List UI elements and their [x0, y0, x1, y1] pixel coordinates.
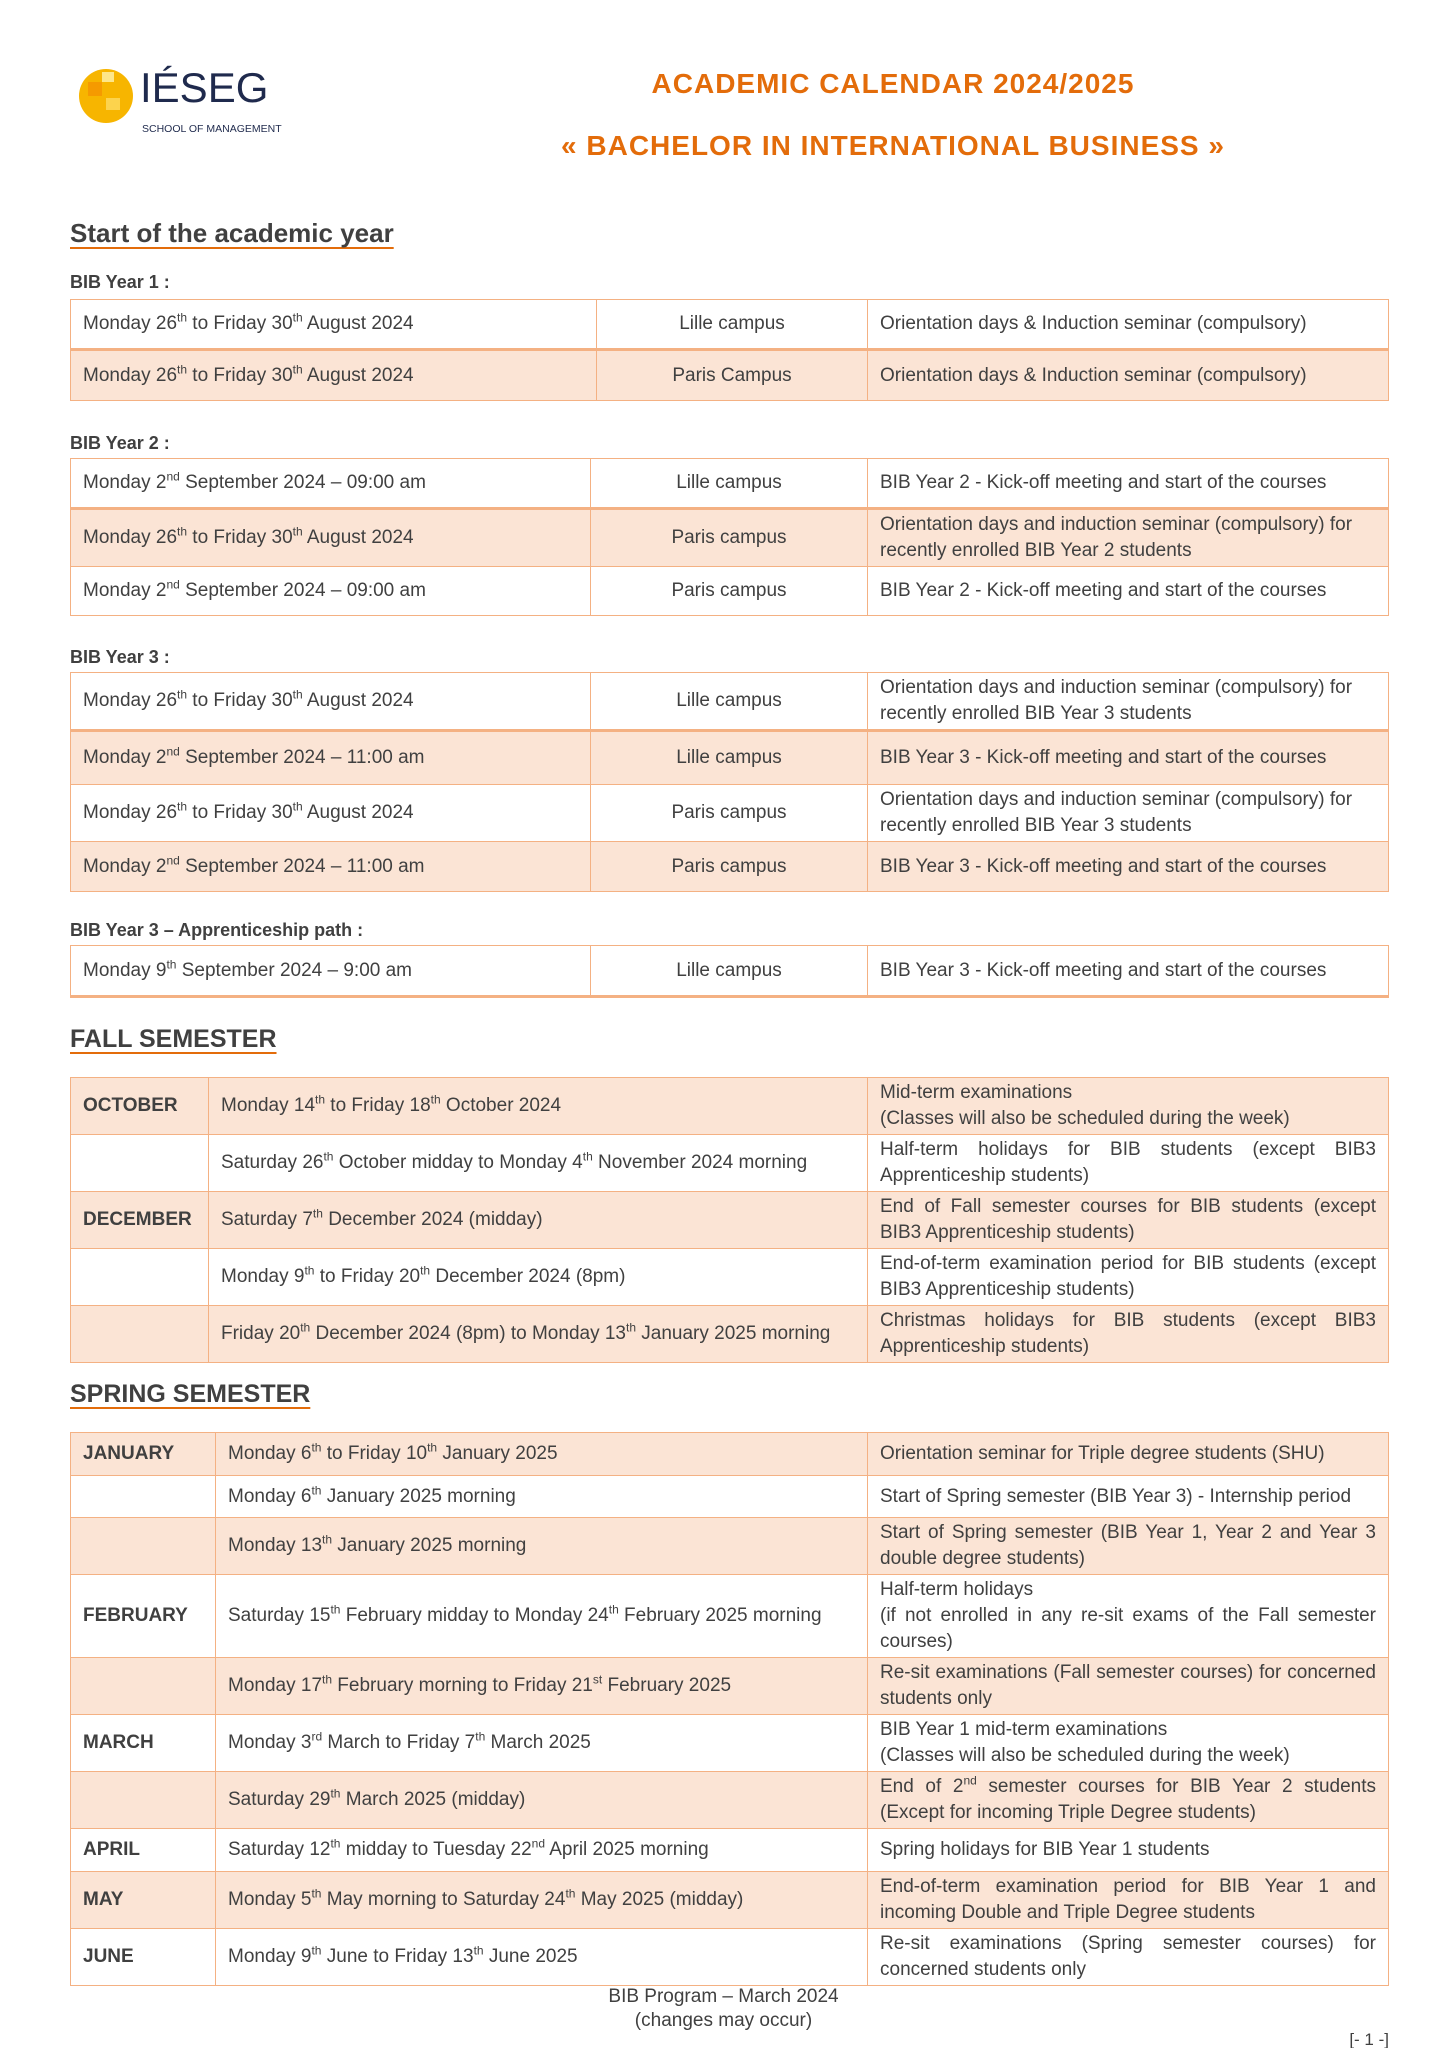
- spring-heading: SPRING SEMESTER: [70, 1380, 311, 1408]
- event-cell: Re-sit examinations (Fall semester courses) for concerned students only: [868, 1658, 1389, 1715]
- date-cell: Monday 6th to Friday 10th January 2025: [216, 1433, 868, 1476]
- program-title: « BACHELOR IN INTERNATIONAL BUSINESS »: [561, 130, 1225, 161]
- month-cell: MARCH: [71, 1715, 216, 1772]
- table-row: [71, 842, 1389, 892]
- svg-text:IÉSEG: IÉSEG: [140, 64, 269, 111]
- date-cell: Monday 3rd March to Friday 7th March 2025: [216, 1715, 868, 1772]
- table-row: [71, 1575, 1389, 1658]
- date-cell: Monday 9th September 2024 – 9:00 am: [71, 946, 591, 997]
- table-row: [71, 459, 1389, 509]
- month-cell: DECEMBER: [71, 1192, 209, 1249]
- date-cell: Monday 2nd September 2024 – 09:00 am: [71, 459, 591, 509]
- campus-cell: Paris campus: [591, 509, 868, 567]
- table-row: [71, 673, 1389, 731]
- date-cell: Saturday 29th March 2025 (midday): [216, 1772, 868, 1829]
- date-cell: Saturday 26th October midday to Monday 4th November 2024 morning: [209, 1135, 868, 1192]
- footer-program: BIB Program – March 2024: [608, 1986, 839, 2007]
- campus-cell: Paris campus: [591, 567, 868, 616]
- table-row: [71, 1518, 1389, 1575]
- event-cell: End of 2nd semester courses for BIB Year 2 students (Except for incoming Triple Degree students): [868, 1772, 1389, 1829]
- event-cell: Mid-term examinations (Classes will also be scheduled during the week): [868, 1078, 1389, 1135]
- campus-cell: Lille campus: [591, 673, 868, 731]
- campus-cell: Paris Campus: [597, 350, 868, 401]
- event-cell: BIB Year 3 - Kick-off meeting and start of the courses: [868, 946, 1389, 997]
- date-cell: Monday 26th to Friday 30th August 2024: [71, 673, 591, 731]
- fall-heading: FALL SEMESTER: [70, 1025, 277, 1053]
- event-cell: Orientation days and induction seminar (compulsory) for recently enrolled BIB Year 3 students: [868, 785, 1389, 842]
- group-label: BIB Year 3 :: [70, 647, 170, 667]
- event-cell: BIB Year 3 - Kick-off meeting and start of the courses: [868, 842, 1389, 892]
- event-cell: Re-sit examinations (Spring semester courses) for concerned students only: [868, 1929, 1389, 1986]
- date-cell: Monday 26th to Friday 30th August 2024: [71, 785, 591, 842]
- month-cell: [71, 1135, 209, 1192]
- group-label: BIB Year 1 :: [70, 272, 170, 292]
- event-cell: Orientation days & Induction seminar (compulsory): [868, 350, 1389, 401]
- date-cell: Monday 5th May morning to Saturday 24th May 2025 (midday): [216, 1872, 868, 1929]
- event-cell: Start of Spring semester (BIB Year 1, Year 2 and Year 3 double degree students): [868, 1518, 1389, 1575]
- date-cell: Saturday 12th midday to Tuesday 22nd April 2025 morning: [216, 1829, 868, 1872]
- month-cell: [71, 1249, 209, 1306]
- event-cell: Spring holidays for BIB Year 1 students: [868, 1829, 1389, 1872]
- table-row: [71, 1715, 1389, 1772]
- start-table: [70, 458, 1389, 616]
- month-cell: [71, 1772, 216, 1829]
- footer-note: (changes may occur): [634, 2010, 813, 2031]
- event-cell: BIB Year 2 - Kick-off meeting and start of the courses: [868, 567, 1389, 616]
- month-cell: [71, 1518, 216, 1575]
- event-cell: End-of-term examination period for BIB Year 1 and incoming Double and Triple Degree students: [868, 1872, 1389, 1929]
- campus-cell: Lille campus: [591, 946, 868, 997]
- table-row: [71, 1658, 1389, 1715]
- event-cell: Start of Spring semester (BIB Year 3) - Internship period: [868, 1476, 1389, 1518]
- svg-text:SCHOOL OF MANAGEMENT: SCHOOL OF MANAGEMENT: [142, 123, 282, 135]
- date-cell: Monday 2nd September 2024 – 09:00 am: [71, 567, 591, 616]
- date-cell: Monday 17th February morning to Friday 21st February 2025: [216, 1658, 868, 1715]
- table-row: [71, 731, 1389, 785]
- date-cell: Monday 2nd September 2024 – 11:00 am: [71, 731, 591, 785]
- table-row: [71, 1249, 1389, 1306]
- date-cell: Friday 20th December 2024 (8pm) to Monday 13th January 2025 morning: [209, 1306, 868, 1363]
- table-row: [71, 1192, 1389, 1249]
- event-cell: Orientation seminar for Triple degree students (SHU): [868, 1433, 1389, 1476]
- group-label: BIB Year 2 :: [70, 433, 170, 453]
- table-row: [71, 350, 1389, 401]
- event-cell: BIB Year 3 - Kick-off meeting and start of the courses: [868, 731, 1389, 785]
- month-cell: OCTOBER: [71, 1078, 209, 1135]
- event-cell: Half-term holidays (if not enrolled in any re-sit exams of the Fall semester courses): [868, 1575, 1389, 1658]
- month-cell: MAY: [71, 1872, 216, 1929]
- table-row: [71, 1772, 1389, 1829]
- ieseg-logo: [78, 58, 318, 138]
- campus-cell: Paris campus: [591, 785, 868, 842]
- campus-cell: Paris campus: [591, 842, 868, 892]
- event-cell: Orientation days & Induction seminar (compulsory): [868, 300, 1389, 350]
- event-cell: End of Fall semester courses for BIB students (except BIB3 Apprenticeship students): [868, 1192, 1389, 1249]
- start-table: [70, 672, 1389, 892]
- start-heading: Start of the academic year: [70, 218, 394, 248]
- campus-cell: Lille campus: [591, 731, 868, 785]
- page-number: [- 1 -]: [1349, 2030, 1389, 2048]
- month-cell: [71, 1476, 216, 1518]
- table-row: [71, 1135, 1389, 1192]
- date-cell: Monday 14th to Friday 18th October 2024: [209, 1078, 868, 1135]
- table-row: [71, 1078, 1389, 1135]
- group-label: BIB Year 3 – Apprenticeship path :: [70, 920, 364, 940]
- document-title: ACADEMIC CALENDAR 2024/2025: [651, 68, 1135, 99]
- month-cell: APRIL: [71, 1829, 216, 1872]
- event-cell: Orientation days and induction seminar (compulsory) for recently enrolled BIB Year 2 students: [868, 509, 1389, 567]
- start-table: [70, 299, 1389, 401]
- date-cell: Monday 13th January 2025 morning: [216, 1518, 868, 1575]
- campus-cell: Lille campus: [597, 300, 868, 350]
- table-row: [71, 1929, 1389, 1986]
- month-cell: FEBRUARY: [71, 1575, 216, 1658]
- table-row: [71, 1306, 1389, 1363]
- fall-semester-table: [70, 1077, 1389, 1363]
- date-cell: Monday 2nd September 2024 – 11:00 am: [71, 842, 591, 892]
- date-cell: Monday 6th January 2025 morning: [216, 1476, 868, 1518]
- table-row: [71, 509, 1389, 567]
- campus-cell: Lille campus: [591, 459, 868, 509]
- date-cell: Saturday 15th February midday to Monday 24th February 2025 morning: [216, 1575, 868, 1658]
- event-cell: BIB Year 1 mid-term examinations (Classes will also be scheduled during the week): [868, 1715, 1389, 1772]
- month-cell: [71, 1306, 209, 1363]
- date-cell: Monday 9th to Friday 20th December 2024 (8pm): [209, 1249, 868, 1306]
- table-row: [71, 1476, 1389, 1518]
- table-row: [71, 300, 1389, 350]
- table-row: [71, 567, 1389, 616]
- date-cell: Monday 9th June to Friday 13th June 2025: [216, 1929, 868, 1986]
- month-cell: JUNE: [71, 1929, 216, 1986]
- table-row: [71, 1433, 1389, 1476]
- date-cell: Monday 26th to Friday 30th August 2024: [71, 509, 591, 567]
- month-cell: JANUARY: [71, 1433, 216, 1476]
- month-cell: [71, 1658, 216, 1715]
- event-cell: Christmas holidays for BIB students (except BIB3 Apprenticeship students): [868, 1306, 1389, 1363]
- event-cell: End-of-term examination period for BIB students (except BIB3 Apprenticeship students): [868, 1249, 1389, 1306]
- table-row: [71, 1829, 1389, 1872]
- date-cell: Monday 26th to Friday 30th August 2024: [71, 300, 597, 350]
- table-row: [71, 946, 1389, 997]
- table-row: [71, 785, 1389, 842]
- event-cell: Orientation days and induction seminar (compulsory) for recently enrolled BIB Year 3 students: [868, 673, 1389, 731]
- table-row: [71, 1872, 1389, 1929]
- spring-semester-table: [70, 1432, 1389, 1986]
- event-cell: BIB Year 2 - Kick-off meeting and start of the courses: [868, 459, 1389, 509]
- start-table: [70, 945, 1389, 998]
- event-cell: Half-term holidays for BIB students (except BIB3 Apprenticeship students): [868, 1135, 1389, 1192]
- date-cell: Monday 26th to Friday 30th August 2024: [71, 350, 597, 401]
- date-cell: Saturday 7th December 2024 (midday): [209, 1192, 868, 1249]
